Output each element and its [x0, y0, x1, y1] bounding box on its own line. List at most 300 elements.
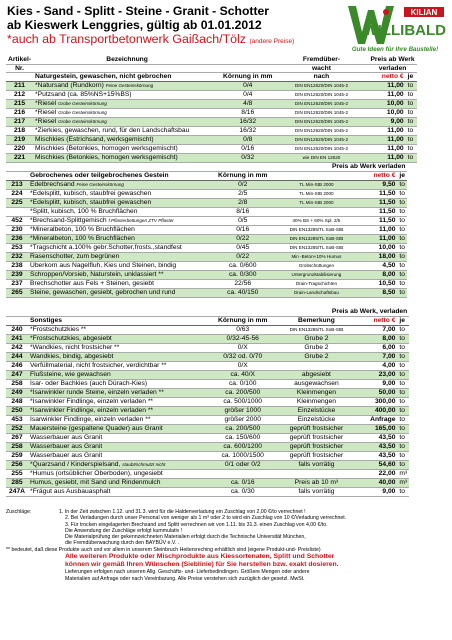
table-naturgestein [6, 56, 417, 163]
grain-size: 16/32 [221, 126, 274, 135]
price: 22,00 [363, 469, 397, 478]
grain-size: ca. 0/600 [216, 261, 269, 270]
unit: to [397, 442, 409, 451]
unit: to [397, 424, 409, 433]
price: 40,00 [363, 478, 397, 487]
table-row [6, 126, 417, 135]
table-row [6, 198, 407, 207]
grain-size: ca. 0/100 [216, 379, 269, 388]
description: Wasserbauer aus Granit [28, 442, 216, 451]
certification: geprüft frostsicher [269, 442, 363, 451]
table-row [6, 388, 409, 397]
description: *Riesel Grobe Gesteinskörnung [33, 108, 221, 117]
col-koernung: Körnung in mm [218, 171, 268, 179]
table-row [6, 216, 407, 225]
price: 11,50 [363, 189, 397, 198]
description-note: Feine Gesteinskörnung [105, 82, 154, 88]
price: 11,50 [363, 216, 397, 225]
section-label: Sonstiges [28, 316, 216, 325]
article-number: 212 [6, 90, 33, 99]
certification: Drain-Landschaftsbau [269, 288, 363, 297]
price: 7,00 [363, 352, 397, 361]
unit: to [397, 415, 409, 424]
grain-size: 0/4 [221, 81, 274, 90]
price: 165,00 [363, 424, 397, 433]
grain-size: 16/32 [221, 117, 274, 126]
certification: DIN EN12620/DIN 1045-2 [274, 144, 368, 153]
article-number: 218 [6, 126, 33, 135]
col-koernung: Körnung in mm [223, 72, 273, 80]
price: 11,50 [363, 207, 397, 216]
price: 18,00 [363, 252, 397, 261]
certification [269, 361, 363, 370]
description: *Zierkies, gewaschen, rund, für den Landschaftsbau [33, 126, 221, 135]
table-row [6, 279, 407, 288]
logo-name: WILLIBALD [363, 22, 446, 39]
note-highlight: Alle weiteren Produkte oder Mischprodukte aus Kiessortenaten, Splitt und Schotter [65, 553, 335, 561]
table-row [6, 90, 417, 99]
price: 43,50 [363, 442, 397, 451]
description: Überkorn aus Nagelfluh, Kies und Steinen, bindig [28, 261, 216, 270]
unit: to [406, 126, 417, 135]
certification: DIN EN12620/DIN 1045-2 [274, 135, 368, 144]
unit: to [397, 433, 409, 442]
header-preis: Preis ab Werk verladen [269, 163, 407, 171]
table-row [6, 234, 407, 243]
grain-size: 0/22 [216, 234, 269, 243]
table-row [6, 487, 409, 496]
unit: to [397, 451, 409, 460]
certification: Min -Beton+10% Humus [269, 252, 363, 261]
description: *Isarwinkler Findlinge, einzeln verladen ** [28, 397, 216, 406]
certification [269, 469, 363, 478]
grain-size: 0/1 oder 0/2 [216, 460, 269, 469]
unit: to [406, 153, 417, 162]
table-row [6, 433, 409, 442]
unit: to [397, 288, 407, 297]
unit: to [406, 81, 417, 90]
certification: Kleinmengen [269, 397, 363, 406]
description: *Riesel Grobe Gesteinskörnung [33, 99, 221, 108]
price: 43,50 [363, 433, 397, 442]
article-number: 249 [6, 388, 28, 397]
certification: DIN EN13285/TL SoB-StB [269, 325, 363, 334]
section-header [6, 72, 417, 81]
grain-size: 4/8 [221, 99, 274, 108]
col-nach: nach [274, 72, 368, 81]
grain-size: 0/X [216, 361, 269, 370]
grain-size: 0/X [216, 343, 269, 352]
description: Wasserbauer aus Granit [28, 451, 216, 460]
article-number: 452 [6, 216, 28, 225]
certification: geprüft frostsicher [269, 451, 363, 460]
grain-size: ca. 40/X [216, 370, 269, 379]
certification: Grobschüttungen [269, 261, 363, 270]
table-row [6, 442, 409, 451]
table-row [6, 180, 407, 189]
note-line: 3. Für trocken eingelagerten Brechsand und Splitt verrechnen wir von 1.11. bis 31.3. einen Zuschlag von 4,00 €/to. [65, 521, 328, 528]
note-highlight: können wir gemäß Ihren Wünschen (Sieblinie) für Sie herstellen bzw. exakt dosieren. [65, 561, 339, 569]
certification: DIN EN12620/DIN 1045-2 [274, 117, 368, 126]
certification: falls vorrätig [269, 460, 363, 469]
notes-label: Zuschläge: [6, 509, 32, 515]
unit: to [397, 261, 407, 270]
unit: to [397, 189, 407, 198]
description: Rasenschotter, zum begrünen [28, 252, 216, 261]
price: 54,60 [363, 460, 397, 469]
unit: to [406, 99, 417, 108]
article-number: 225 [6, 198, 28, 207]
article-number: 256 [6, 460, 28, 469]
unit: to [397, 252, 407, 261]
table-gebrochen [6, 163, 407, 298]
description: Steine, gewaschen, gesiebt, gebrochen und rund [28, 288, 216, 297]
price: 8,00 [363, 334, 397, 343]
description: *Quarzsand / Kinderspielsand, staubt/schmutzt nicht [28, 460, 216, 469]
unit: to [397, 343, 409, 352]
unit: to [397, 325, 409, 334]
description: Mischkies (Betonkies, homogen werksgemischt) [33, 144, 221, 153]
header-preis: Preis ab Werk, verladen [269, 308, 409, 316]
unit: to [406, 117, 417, 126]
note-line: Die Materialprüfung der gekennzeichneten Materialien erfolgt durch die Technische Universität München, [65, 534, 306, 541]
grain-size: ca. 0/30 [216, 487, 269, 496]
description: Humus, gesiebt, mit Sand und Rindenmulch [28, 478, 216, 487]
note-line: Lieferungen erfolgen nach unseren Allg. Geschäfts- und- Lieferbedindingen. Größere Mengen oder andere [65, 569, 310, 576]
col-koernung: Körnung in mm [218, 316, 268, 324]
price: 43,50 [363, 451, 397, 460]
page-title-validity: ab Kieswerk Lenggries, gültig ab 01.01.2012 [7, 18, 262, 32]
certification: Einzelstücke [269, 406, 363, 415]
table-row [6, 153, 417, 162]
col-bemerkung: Bemerkung [269, 316, 363, 325]
unit: to [397, 370, 409, 379]
grain-size: 0/32 od. 0/70 [216, 352, 269, 361]
note-line: 1. In der Zeit zwischen 1.12. und 31.3. wird für die Haldenverladung ein Zuschlag von 2,00 €/to verrechnet ! [59, 509, 306, 515]
certification: Einzelstücke [269, 415, 363, 424]
unit: to [397, 216, 407, 225]
table-row [6, 189, 407, 198]
price: 9,00 [363, 379, 397, 388]
page-title: Kies - Sand - Splitt - Steine - Granit - Schotter [7, 4, 270, 18]
article-number: 259 [6, 451, 28, 460]
grain-size: größer 1000 [216, 406, 269, 415]
certification: geprüft frostsicher [269, 433, 363, 442]
price: 9,00 [368, 117, 405, 126]
price: 11,00 [363, 234, 397, 243]
certification: DIN EN13285/TL SoB-StB [269, 225, 363, 234]
certification: wie DIN EN 12620 [274, 153, 368, 162]
description-note: f.Pflasterbettungen ZTV Pflaster [108, 217, 174, 223]
article-number: 238 [6, 261, 28, 270]
description: Wandkies, bindig, abgesiebt [28, 352, 216, 361]
grain-size: 0/63 [216, 325, 269, 334]
article-number: 258 [6, 442, 28, 451]
description: Isarwinkler Findlinge, einzeln verladen ** [28, 415, 216, 424]
table-row [6, 352, 409, 361]
table-row [6, 288, 407, 297]
col-netto: netto € [363, 316, 397, 325]
article-number: 219 [6, 135, 33, 144]
table-row [6, 469, 409, 478]
description: *Isarwinkler runde Steine, einzeln verladen ** [28, 388, 216, 397]
price: 400,00 [363, 406, 397, 415]
unit: to [406, 108, 417, 117]
certification: TL Min-StB 2000 [269, 180, 363, 189]
description: *Mineralbeton, 100 % Bruchflächen [28, 225, 216, 234]
table-row [6, 424, 409, 433]
article-number: 232 [6, 252, 28, 261]
price: 9,50 [363, 180, 397, 189]
grain-size: 2/5 [216, 189, 269, 198]
unit: to [397, 406, 409, 415]
certification: Grube 2 [269, 343, 363, 352]
article-number: 230 [6, 225, 28, 234]
header-nr-2: Nr. [6, 64, 33, 72]
article-number [6, 207, 28, 216]
logo-slogan: Gute Ideen für Ihre Baustelle! [351, 46, 439, 53]
table-row [6, 478, 409, 487]
note-line: die Fremdüberwachung durch den BAYBÜV e.V. . [65, 540, 180, 547]
grain-size: 0/8 [221, 135, 274, 144]
footnotes [6, 509, 448, 582]
grain-size: ca. 1000/1500 [216, 451, 269, 460]
unit: to [397, 460, 409, 469]
price: 10,00 [368, 99, 405, 108]
description-note: staubt/schmutzt nicht [122, 461, 166, 467]
price: Anfrage [363, 415, 397, 424]
grain-size: 2/8 [216, 198, 269, 207]
grain-size: 0/32-45-56 [216, 334, 269, 343]
certification: Preis ab 10 m³ [269, 478, 363, 487]
article-number: 211 [6, 81, 33, 90]
grain-size: 22/56 [216, 279, 269, 288]
article-number: 221 [6, 153, 33, 162]
article-number: 224 [6, 189, 28, 198]
article-number: 213 [6, 180, 28, 189]
article-number: 248 [6, 397, 28, 406]
table-row [6, 270, 407, 279]
price: 7,00 [363, 325, 397, 334]
unit: to [406, 90, 417, 99]
description: Schroppen/Vorsieb, Naturstein, unklassiert ** [28, 270, 216, 279]
price: 11,00 [368, 144, 405, 153]
company-logo [342, 2, 448, 54]
unit: to [397, 352, 409, 361]
table-row [6, 135, 417, 144]
description: Isar- oder Bachkies (auch Dürach-Kies) [28, 379, 216, 388]
unit: to [397, 379, 409, 388]
description: Verfüllmaterial, nicht frostsicher, verdichtbar ** [28, 361, 216, 370]
logo-graphic [342, 2, 448, 48]
article-number: 247 [6, 370, 28, 379]
grain-size: 0/45 [216, 243, 269, 252]
certification: DIN EN13285/TL SoB-StB [269, 243, 363, 252]
article-number: 453 [6, 415, 28, 424]
table-row [6, 361, 409, 370]
article-number: 236 [6, 234, 28, 243]
unit: to [406, 144, 417, 153]
price: 11,00 [368, 81, 405, 90]
description: Brechschotter aus Fels + Steinen, gesiebt [28, 279, 216, 288]
col-je: je [397, 316, 409, 325]
unit: to [397, 270, 407, 279]
header-nr: Artikel- [8, 56, 32, 64]
certification: DIN EN12620/DIN 1045-2 [274, 108, 368, 117]
description: *Riesel Grobe Gesteinskörnung [33, 117, 221, 126]
unit: to [397, 361, 409, 370]
description: *Brechsand-Splittgemisch f.Pflasterbettungen ZTV Pflaster [28, 216, 216, 225]
certification: Grube 2 [269, 334, 363, 343]
description: *Humus (ortsüblicher Oberboden), ungesiebt [28, 469, 216, 478]
description: *Frägut aus Ausbauasphalt [28, 487, 216, 496]
description: Wasserbauer aus Granit [28, 433, 216, 442]
price: 8,00 [363, 270, 397, 279]
certification: Kleinmengen [269, 388, 363, 397]
table-row [6, 117, 417, 126]
unit: to [397, 487, 409, 496]
description: Mischkies (Estrichsand, werksgemischt) [33, 135, 221, 144]
certification: DIN EN12620/DIN 1045-2 [274, 81, 368, 90]
table-row [6, 460, 409, 469]
col-netto: netto € [368, 72, 405, 81]
article-number: 253 [6, 243, 28, 252]
description: Flußsteine, wie gewachsen [28, 370, 216, 379]
grain-size: ca. 200/500 [216, 424, 269, 433]
description: *Wandkies, nicht frostsicher ** [28, 343, 216, 352]
col-je: je [406, 72, 417, 81]
price: 11,00 [368, 135, 405, 144]
article-number: 258 [6, 379, 28, 388]
article-number: 255 [6, 469, 28, 478]
page-header [7, 4, 337, 49]
header-bezeichnung: Bezeichnung [33, 56, 221, 64]
header-preis: Preis ab Werk [370, 56, 415, 64]
description: Edelbrechsand Feine Gesteinskörnung [28, 180, 216, 189]
article-number: 246 [6, 361, 28, 370]
table-row [6, 81, 417, 90]
grain-size: ca. 200/500 [216, 388, 269, 397]
grain-size [216, 469, 269, 478]
article-number: 215 [6, 99, 33, 108]
unit: to [397, 397, 409, 406]
grain-size: ca. 500/1000 [216, 397, 269, 406]
certification: 40% BS + 60% Spl. 2/5 [269, 216, 363, 225]
table-row [6, 451, 409, 460]
price: 10,00 [363, 243, 397, 252]
description: *Mineralbeton, 100 % Bruchflächen [28, 234, 216, 243]
price: 8,50 [363, 288, 397, 297]
table-row [6, 334, 409, 343]
table-row [6, 343, 409, 352]
grain-size: ca. 0/300 [216, 270, 269, 279]
certification: falls vorrätig [269, 487, 363, 496]
table-row [6, 207, 407, 216]
table-row [6, 415, 409, 424]
unit: to [397, 234, 407, 243]
unit: to [397, 279, 407, 288]
price: 10,50 [363, 279, 397, 288]
table-header-row [6, 163, 407, 171]
article-number: 244 [6, 352, 28, 361]
unit: to [397, 207, 407, 216]
grain-size: 8/16 [221, 108, 274, 117]
article-number: 237 [6, 279, 28, 288]
article-number: 216 [6, 108, 33, 117]
article-number: 252 [6, 424, 28, 433]
description-note: Grobe Gesteinskörnung [58, 100, 107, 106]
grain-size: ca. 150/600 [216, 433, 269, 442]
price: 23,00 [363, 370, 397, 379]
col-je: je [397, 171, 407, 180]
price: 6,00 [363, 343, 397, 352]
table-sonstiges [6, 308, 409, 497]
unit: to [397, 225, 407, 234]
table-row [6, 144, 417, 153]
table-header-row [6, 56, 417, 64]
unit: m³ [399, 478, 408, 486]
certification: ausgewachsen [269, 379, 363, 388]
table-row [6, 379, 409, 388]
unit: to [406, 135, 417, 144]
certification: DIN EN13285/TL SoB-StB [269, 234, 363, 243]
table-row [6, 406, 409, 415]
article-number: 241 [6, 334, 28, 343]
unit: to [397, 388, 409, 397]
certification [269, 207, 363, 216]
note-line: Die Anwendung der Zuschläge erfolgt kummulativ ! [65, 527, 183, 534]
section-label: Gebrochenes oder teilgebrochenes Gestein [28, 171, 216, 180]
price: 11,00 [368, 90, 405, 99]
note-line: 2. Bei Verladungen durch unser Personal von weniger als 1 m³ oder 2 to wird ein Zuschlag von 10 €/Verladung verrechnet. [65, 515, 347, 522]
grain-size: 0/32 [221, 153, 274, 162]
col-netto: netto € [363, 171, 397, 180]
header-preis-2: verladen [368, 64, 416, 72]
table-row [6, 397, 409, 406]
description: Mischkies (Betonkies, homogen werksgemischt) [33, 153, 221, 162]
unit: to [397, 334, 409, 343]
article-number: 267 [6, 433, 28, 442]
price: 11,00 [363, 225, 397, 234]
note-line: Materialien auf Anfrage oder nach Vereinbarung. Alle Preise verstehen sich zuzüglich der gesetzl. MwSt. [65, 575, 305, 582]
description: *Natursand (Rundkorn) Feine Gesteinskörnung [33, 81, 221, 90]
price: 11,50 [363, 198, 397, 207]
description: *Frostschutzkies ** [28, 325, 216, 334]
note-line: ** bedeutet, daß diese Produkte auch und vor allem in unserem Steinbruch Heitersreching erhältlich sind (eigene Produkt-und- Preisliste) [6, 546, 321, 553]
article-number: 239 [6, 270, 28, 279]
unit: to [397, 198, 407, 207]
table-header-row [6, 308, 409, 316]
article-number: 250 [6, 406, 28, 415]
certification: Untergrundstabilisierung [269, 270, 363, 279]
table-row [6, 108, 417, 117]
section-label: Naturgestein, gewaschen, nicht gebrochen [33, 72, 221, 81]
subtitle-text: *auch ab Transportbetonwerk Gaißach/Tölz [7, 32, 246, 46]
description-note: Grobe Gesteinskörnung [58, 118, 107, 124]
certification: DIN EN12620/DIN 1045-2 [274, 126, 368, 135]
certification: Drain-Tragschichten [269, 279, 363, 288]
table-row [6, 99, 417, 108]
certification: DIN EN12620/DIN 1045-2 [274, 99, 368, 108]
table-row [6, 252, 407, 261]
description: *Isarwinkler Findlinge, einzeln verladen ** [28, 406, 216, 415]
price: 11,00 [368, 153, 405, 162]
price: 9,00 [363, 487, 397, 496]
description: *Frostschutzkies, abgesiebt [28, 334, 216, 343]
grain-size: ca. 600/1200 [216, 442, 269, 451]
description: *Putzsand (ca. 85%NS+15%BS) [33, 90, 221, 99]
unit: m³ [399, 469, 408, 477]
